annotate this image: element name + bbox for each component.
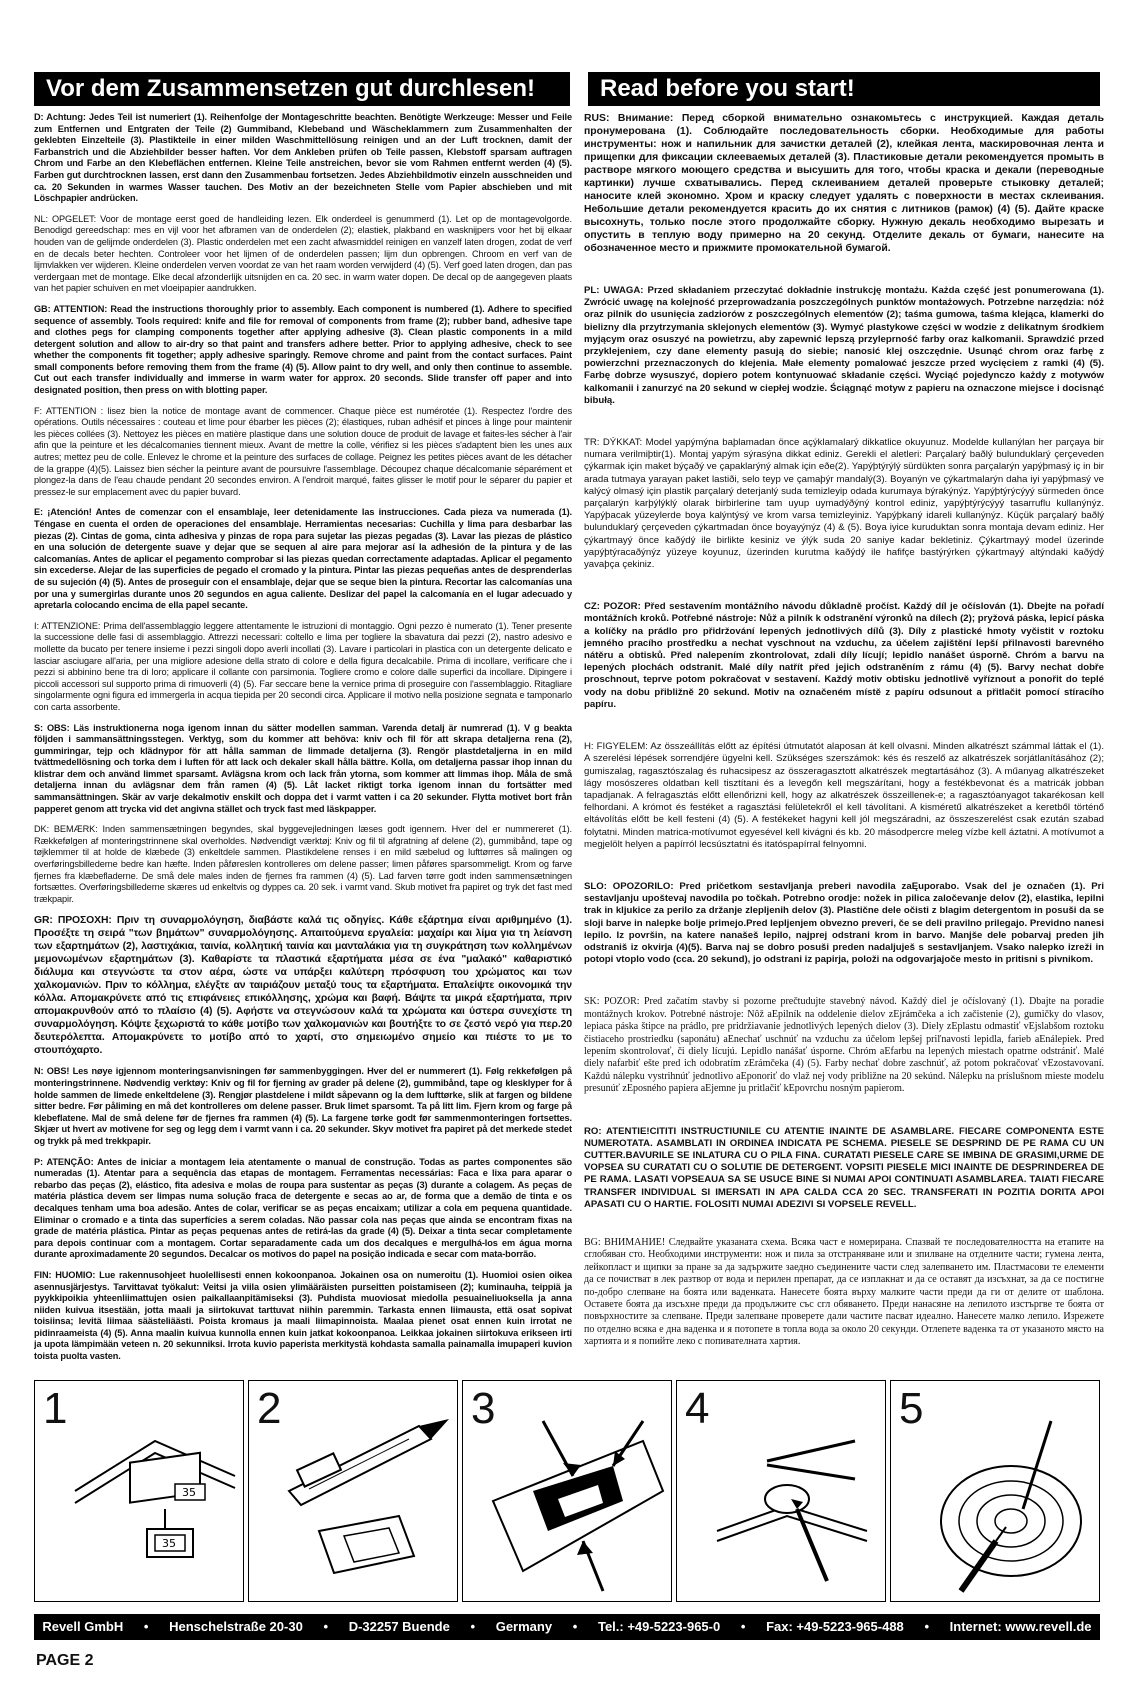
footer-city: D-32257 Buende [348,1619,450,1634]
step-number-2: 2 [257,1384,282,1433]
step-3-clamp-icon [463,1381,672,1602]
step-number-1: 1 [43,1384,68,1433]
footer-internet[interactable]: Internet: www.revell.de [949,1619,1092,1634]
instruction-gr: GR: ΠΡΟΣΟΧΗ: Πριν τη συναρμολόγηση, διαβάστε καλά τις οδηγίες. Κάθε εξάρτημα είναι αριθμημένο (1). Προσέξτε τη σειρά "των βημάτων" συναρμολόγησης. Απαιτούμενα εργαλεία: μαχαίρι και λίμα για τη λείανση των εξαρτημάτων (2), λαστιχάκια, ταινία, κολλητική ταινία και μανταλάκια για τη συγκράτηση των κολλημένων μεμονωμένων εξαρτημάτων (3). Καθαρίστε τα πλαστικά εξαρτήματα μέσα σε ένα "μαλακό" καθαριστικό διάλυμα και στεγνώστε τα στον αέρα, ώστε να υπάρξει καλύτερη πρόσφυση του χρώματος και των χαλκομανιών. Πριν το κόλλημα, ελέγξτε αν ταιριάζουν μεταξύ τους τα εξαρτήματα. Επαλείψτε οικονομικά την κόλλα. Απομακρύνετε από τις επιφάνειες επικόλλησης, χρώμα και βαφή. Βάψτε τα μικρά εξαρτήματα, πριν απομακρυνθούν από το πλαίσιο (4) (5). Αφήστε να στεγνώσουν καλά τα χρώματα και ύστερα συνεχίστε τη συναρμολόγηση. Κόψτε ξεχωριστά το κάθε μοτίβο των χαλκομανιών και βουτήξτε το σε ζεστό νερό για περ.20 δευτερόλεπτα. Απομακρύνετε το μοτίβο από το χαρτί, στο σημειωμένο σημείο και πιέστε το με το στουπόχαρτο. [34,915,572,1057]
step-panel-4 [676,1380,886,1602]
header-right-title: Read before you start! [588,72,1100,106]
footer-country: Germany [495,1619,553,1634]
instruction-bg: BG: ВНИМАНИЕ! Следвайте указаната схема. Всяка част е номерирана. Спазвай те последователността на етапите на сглобяван сто. Необходими инструменти: нож и пила за отстраняване или и зпилване на отделните части; гумена лента, лейкопласт и щипки за пране за да задържите заедно съединените части след залепването им. Пластмасови те елементи да се почистват в лек разтвор от вода и перилен препарат, да се изплакнат и да се оставят да изсъхнат, за да се постигне по-добро слепване на боята или ваденката. Нанесете боята върху малките части преди да ги от делите от шаблона. Оставете боята да изсъхне преди да продължите със сгл обяването. Преди нанасяне на лепилото изстъргве те боята от повърхностите за слепване. Преди залепване проверете дали частите пасват идеално. Нанесете малко лепило. Изрежете по отделно всяка е дна ваденка и я потопете в топла вода за около 20 секунди. Отлепете ваденка та от указаното място на хартията и я попийте леко с попивателната хартия. [584,1237,1104,1348]
footer-fax: Fax: +49-5223-965-488 [766,1619,904,1634]
instruction-sk: SK: POZOR: Pred začatím stavby si pozorne prečtudujte stavebný návod. Každý diel je očíslovaný (1). Dbajte na poradie montážnych krokov. Potrebné nástroje: Nôž aEpilník na oddelenie dielov zEjrámčeka a ich začistenie (2), gumičky do vlasov, lepiaca páska štipce na prádlo, pre pridržiavanie jednotlivých lepených dielov (3). Diely zEplastu odmastiť vEjslabšom roztoku čistiaceho prostriedku (saponátu) aEnechať uschnúť na vzduchu za účelom lepšej priľnavosti lepidla, farieb aEnálepiek. Pred lepením skontrolovať, či diely lícujú. Lepidlo nanášať úsporne. Chróm aEfarbu na lepených miestach opatrne odstrániť. Malé diely nafarbiť ešte pred ich odobratím zErámčeka (4) (5). Farby nechať dobre zaschnúť, až potom pokračovať vEzostavovaní. Každú nálepku vystrihnúť jednotlivo aEponoriť do vlaž nej vody približne na 20 sekúnd. Nálepku na príslušnom mieste modelu presunúť zEposného papiera aEjemne ju pritlačiť kEpovrchu nosným papierom. [584,996,1104,1095]
step-number-3: 3 [471,1384,496,1433]
footer-tel: Tel.: +49-5223-965-0 [597,1619,721,1634]
part-label-b: 35 [182,1486,196,1499]
instruction-dk: DK: BEMÆRK: Inden sammensætningen begyndes, skal byggevejledningen læses godt igennem. Hver del er nummereret (1). Rækkefølgen af monteringstrinnene skal overholdes. Nødvendigt værktøj: Kniv og fil til afgratning af delene (2), gummibånd, tape og tøjklemmer til at holde de klæbede (3) enkeltdele sammen. Plastikdelene renses i en mild sæbelud og lufttørres så malingen og overføringsbillederne bedre kan hæfte. Inden påføreslen kontrolleres om delene passer; limen påføres sparsommeligt. Krom og farve fjernes fra klæbefladerne. De små dele males inden de fjernes fra rammen (4) (5). Lad farven tørre godt inden sammensætningen fortsættes. Overføringsbillederne skæres ud enkeltvis og dyppes ca. 20 sek. i varmt vand. Skub motivet fra papiret og tryk det fast med trækpapir. [34,824,572,904]
footer-separator: • [470,1619,476,1634]
step-panel-2 [248,1380,458,1602]
left-instructions-column [34,112,572,1372]
contact-footer [34,1614,1100,1640]
instruction-it: I: ATTENZIONE: Prima dell'assemblaggio leggere attentamente le istruzioni di montaggio. Ogni pezzo è numerato (1). Tener presente la successione delle fasi di assemblaggio. Attrezzi necessari: coltello e lima per togliere la sbavatura dai pezzi (2), nastro adesivo e mollette da bucato per tenere insieme i pezzi singoli dopo averli incollati (3). Lavare i particolari in plastica con un detergente delicato e lasciar asciugare all'aria, per una migliore adesione della strato di colore e della figura decalcabile. Prima di incollare, verificare che i pezzi si abbinino bene tra di loro; applicare il collante con parsimonia. Togliere cromo e colore dalle superfici da incollare. Dipingere i piccoli accessori sul supporto prima di rimuoverli (4) (5). Far seccare bene la vernice prima di proseguire con l'assemblaggio. Ritagliare singolarmente ogni figura ed immergerla in acqua tiepida per 20 secondi circa. Applicare il motivo nella posizione segnata e tamponarlo con carta assorbente. [34,620,572,712]
step-5-decal-icon [891,1381,1100,1602]
instruction-gb: GB: ATTENTION: Read the instructions thoroughly prior to assembly. Each component is numbered (1). Adhere to specified sequence of assembly. Tools required: knife and file for removal of components from frame (2); rubber band, adhesive tape and clothes pegs for clamping components together after applying adhesive (3). Clean plastic components in a mild detergent solution and allow to air-dry so that paint and transfers adhere better. Prior to applying adhesive, check to see whether the components fit together; apply adhesive sparingly. Remove chrome and paint from the contact surfaces. Paint small components before removing them from the frame (4) (5). Allow paint to dry well, and only then continue to assemble. Cut out each transfer individually and immerse in warm water for approx. 20 seconds. Slide transfer off paper and into designated position, then press on with blotting paper. [34,303,572,396]
footer-separator: • [143,1619,149,1634]
instruction-fr: F: ATTENTION : lisez bien la notice de montage avant de commencer. Chaque pièce est numérotée (1). Respectez l'ordre des opérations. Outils nécessaires : couteau et lime pour ébarber les pièces (2); élastiques, ruban adhésif et pinces à linge pour maintenir les pièces collées (3). Nettoyez les pièces en matière plastique dans une solution douce de produit de lavage et faites-les sécher à l'air afin que la peinture et les décalcomanies tiennent mieux. Avant de mettre la colle, vérifiez si les pièces s'adaptent bien les unes aux autres; mettez peu de colle. Enlevez le chrome et la peinture des surfaces de collage. Peignez les petites pièces avant de les détacher de la grappe (4)(5). Laissez bien sécher la peinture avant de poursuivre l'assemblage. Découpez chaque décalcomanie séparément et plongez-la dans de l'eau chaude pendant 20 secondes environ. A l'endroit marqué, faites glisser le motif pour le séparer du papier et pressez-le sur emplacement avec du papier buvard. [34,405,572,497]
instruction-cz: CZ: POZOR: Před sestavením montážního návodu důkladně pročíst. Každý díl je očíslován (1). Dbejte na pořadí montážních kroků. Potřebné nástroje: Nůž a pilník k odstranění výronků na dílech (2); pryžová páska, lepicí páska a kolíčky na prádlo pro přidržování lepených jednotlivých dílů (3). Díly z plastické hmoty vyčistit v roztoku jemného pracího prostředku a nechat vyschnout na vzduchu, za účelem zajištění lepší přilnavosti barevného nátěru a obtisků. Před nalepením zkontrolovat, zdali díly lícují; lepidlo nanášet úsporně. Chróm a barvu na lepených plochách odstranit. Malé díly natřít před jejich odstraněním z rámu (4) (5). Barvy nechat dobře proschnout, teprve potom pokračovat v sestavení. Každý motiv obtisku jednotlivě vyříznout a ponořit do teplé vody na dobu přibližně 20 sekund. Motiv na označeném místě z papíru odsunout a přitlačit pomocí stíracího papíru. [584,601,1104,710]
footer-address: Henschelstraße 20-30 [169,1619,303,1634]
instruction-es: E: ¡Atención! Antes de comenzar con el ensamblaje, leer detenidamente las instrucciones. Cada pieza va numerada (1). Téngase en cuenta el orden de operaciones del ensamblaje. Herramientas necesarias: Cuchilla y lima para desbarbar las piezas (2). Cintas de goma, cinta adhesiva y pinzas de ropa para sujetar las piezas pegadas (3). Lavar las piezas de plástico en una solución de detergente suave y dejar que se sequen al aire para mejorar así la adhesión de la pintura y de las calcomanías. Antes de aplicar el pegamento comprobar si las piezas quedan correctamente adaptadas. Aplicar el pegamento sin excederse. Alejar de las superficies de pegado el cromado y la pintura. Pintar las piezas pequeñas antes de desprenderlas de su sujeción (4) (5). Antes de proseguir con el ensamblaje, dejar que se seque bien la pintura. Recortar las calcomanías una por una y sumergirlas durante unos 20 segundos en agua caliente. Deslizar del papel la calcomanía en el lugar adecuado y apretarla colocando encima de ella papel secante. [34,507,572,611]
instruction-no: N: OBS! Les nøye igjennom monteringsanvisningen før sammenbyggingen. Hver del er nummerert (1). Følg rekkefølgen på monteringstrinnene. Nødvendig verktøy: Kniv og fil for fjerning av grader på delene (2), gummibånd, tape og klesklyper for å holde sammen de limede enkeltdelene (3). Rengjør plastdelene i mildt såpevann og la dem lufttørke, slik at fargen og bildene sitter bedre. Før påliming en må det kontrolleres om delene passer. Bruk limet sparsomt. Ta på litt lim. Fjern krom og farge på klebeflatene. Mal de små delene før de fjernes fra rammen (4) (5). La fargene tørke godt før sammenmonteringen fortsettes. Skjær ut hvert av motivene for seg og legg dem i varmt vann i ca. 20 sekunder. Skyv motivet fra papiret på det merkede stedet og trykk på med trekkpapir. [34,1066,572,1146]
instruction-ro: RO: ATENTIE!CITITI INSTRUCTIUNILE CU ATENTIE INAINTE DE ASAMBLARE. FIECARE COMPONENTA ESTE NUMEROTATA. ASAMBLATI IN ORDINEA INDICATA PE SCHEMA. PIESELE SE DESPRIND DE PE RAMA CU UN CUTTER.BAVURILE SE INLATURA CU O PILA FINA. CURATATI PIESELE CARE SE IMBINA DE GRASIMI,URME DE VOPSEA SU CURATATI CU O SOLUTIE DE DETERGENT. VOPSITI PIESELE MICI INAINTE DE DESPRINDEREA DE PE RAMA. LASATI VOPSEAUA SA SE USUCE BINE SI NUMAI APOI CONTINUATI ASAMBLAREA. TAIATI FIECARE TRANSFER INDIVIDUAL SI IMERSATI IN APA CALDA CCA 20 SEC. TRANSFERATI IN POZITIA DORITA APOI APASATI CU O HARTIE. FOLOSITI NUMAI ADEZIVI SI VOPSELE REVELL. [584,1125,1104,1210]
header-left-title: Vor dem Zusammensetzen gut durchlesen! [34,72,570,106]
instruction-ru: RUS: Внимание: Перед сборкой внимательно ознакомьтесь с инструкцией. Каждая деталь пронумерована (1). Соблюдайте последовательность сборки. Необходимые для работы инструменты: нож и напильник для зачистки деталей (2), клейкая лента, маскировочная лента и прищепки для фиксации склееваемых деталей (3). Пластиковые детали рекомендуется промыть в растворе мягкого моющего средства и высушить для того, чтобы краска и декали (переводные картинки) лучше схватывались. Перед склеиванием деталей проверьте стыковку деталей; наносите клей экономно. Хром и краску следует удалять с поверхности в местах склеивания. Небольшие детали рекомендуется красить до их снятия с литников (рамок) (4) (5). Дайте краске высохнуть, только после этого продолжайте сборку. Нужную декаль необходимо вырезать и опустить в теплую воду примерно на 20 секунд. Отделите декаль от бумаги, нанесите на обозначенное место и прижмите промокательной бумагой. [584,113,1104,254]
step-number-4: 4 [685,1384,710,1433]
instruction-fi: FIN: HUOMIO: Lue rakennusohjeet huolellisesti ennen kokoonpanoa. Jokainen osa on numeroitu (1). Huomioi osien oikea asennusjärjestys. Tarvittavat työkalut: Veitsi ja viila osien ylimääräisten purseitten poistamiseen (2); kuminauha, teippiä ja pyykkipoikia yhteenliimattujen osien paikallaanpitämiseksi (3). Puhdista muoviosat miedolla pesuaineliuoksella ja anna niiden kuivua itsestään, jotta maali ja siirtokuvat tarttuvat niihin paremmin. Tarkasta ennen liimausta, että osat sopivat toisiinsa; levitä liimaa säästeliäästi. Poista kromaus ja maali liimapinnoista. Maalaa pienet osat ennen kuin irrotat ne pidinraameista (4) (5). Anna maalin kuivua kunnolla ennen kuin jatkat kokoonpanoa. Leikkaa jokainen siirtokuva erikseen irti ja upota lämpimään veteen n. 20 sekunniksi. Irrota kuvio paperista merkitystä kohdasta samalla painamalla imupaperi kuvion toista puolta vasten. [34,1269,572,1362]
step-panel-1 [34,1380,244,1602]
assembly-steps-illustration [34,1380,1100,1602]
step-panel-5 [890,1380,1100,1602]
right-instructions-column [584,112,1104,1358]
instruction-slo: SLO: OPOZORILO: Pred pričetkom sestavljanja preberi navodila zaĘuporabo. Vsak del je označen (1). Pri sestavljanju upoštevaj navodila po točkah. Potrebno orodje: nožek in pilica zaločevanje delov (2), elastika, lepilni trak in kljukice za perilo za držanje zlepljenih delov (3). Plastične dele očisti z blagim detergentom in posuši da se sloji barve in nalepke bolje primejo.Pred lepljenjem obvezno preveri, če se deli pravilno prilegajo. Previdno nanesi lepilo. Iz površin, na katere nanašeš lepilo, najprej odstrani krom in barvo. Manjše dele pobarvaj preden jih odstraniš iz okvirja (4)(5). Barva naj se dobro posuši preden nadaljuješ s sestavljanjem. Vsako nalepko izreži in potopi vtoplo vodo (cca. 20 sekund), jo odstrani iz papirja, položi na odgovarjajoče mesto in pritisni s pivnikom. [584,880,1104,966]
step-number-5: 5 [899,1384,924,1433]
step-4-paint-icon [677,1381,886,1602]
step-2-knife-file-icon [249,1381,458,1602]
instruction-de: D: Achtung: Jedes Teil ist numeriert (1). Reihenfolge der Montageschritte beachten. Benötigte Werkzeuge: Messer und Feile zum Entfernen und Entgraten der Teile (2) Gummiband, Klebeband und Wäscheklammern zum Zusammenhalten der geklebten Einzelteile (3). Plastikteile in einer milden Waschmittellösung reinigen und an der Luft trocknen, damit der Farbanstrich und die Abziehbilder besser haften. Vor dem Ankleben prüfen ob Teile passen, Klebstoff sparsam auftragen Chrom und Farbe an den Klebeflächen entfernen. Kleine Teile anstreichen, bevor sie vom Rahmen entfernt werden (4) (5). Farben gut durchtrocknen lassen, erst dann den Zusammenbau fortsetzen. Jedes Abziehbildmotiv einzeln ausschneiden und ca. 20 Sekunden in warmes Wasser tauchen. Des Motiv an der bezeichneten Stelle vom Papier abschieben und mit Löschpapier andrücken. [34,112,572,204]
footer-company: Revell GmbH [42,1619,124,1634]
instruction-tr: TR: DÝKKAT: Model yapýmýna baþlamadan önce açýklamalarý dikkatlice okuyunuz. Modelde kullanýlan her parçaya bir numara verilmiþtir(1). Montaj yapým sýrasýna dikkat ediniz. Gerekli el aletleri: Parçalarý baðlý bulunduklarý çerçeveden çýkarmak için maket býçaðý ve çapaklarýný almak için eðe(2). Yapýþtýrýlý sürdükten sonra parçalarýn yapýþmasý iç in bir arada tutmaya yarayan paket lastiði, selo teyp ve çamaþýr mandalý(3). Boyanýn ve çýkartmalarýn daha iyi yapýþmasý ve kalýcý olmasý için plastik parçalarý deterjanlý suda temizleyip odada kurumaya býrakýnýz. Yapýþtýrýcýyý sürmeden önce parçalarýn karþýlýklý olarak birbirlerine tam uyup uymadýðýný kontrol ediniz, yapýþtýrýcýyý tasarruflu kullanýnýz. Yapýþacak yüzeylerde boya kalýntýsý ve krom varsa temizleyiniz. Yapýþkaný idareli kullanýnýz. Küçük parçalarý baðlý bulunduklarý çerçeveden çýkartmadan önce boyayýnýz (4) & (5). Boya iyice kuruduktan sonra montaja devam ediniz. Her çýkartmayý önce kaðýdý ile birlikte kesiniz ve ýlýk suda 20 saniye kadar bekletiniz. Çýkartmayý model üzerinde yapýþtýracaðýnýz yüzeye koyunuz, üzerinden kurutma kaðýdý ile hafifçe bastýrýrken çýkartmayý altýndaki kaðýdý yavaþça çekiniz. [584,437,1104,571]
instruction-pl: PL: UWAGA: Przed składaniem przeczytać dokładnie instrukcję montażu. Każda część jest ponumerowana (1). Zwrócić uwagę na kolejność przeprowadzania poszczególnych punktów montażowych. Potrzebne narzędzia: nóż oraz pilnik do usunięcia zadziorów z poszczególnych elementów (2); taśma gumowa, taśma klejąca, klamerki do bielizny dla przytrzymania sklejonych elementów (3). Wymyć plastykowe części w wodzie z delikatnym środkiem myjącym oraz osuszyć na powietrzu, aby zapewnić lepszą przyleprność farby oraz kalkomanii. Sprawdzić przed przyklejeniem, czy dane elementy pasują do siebie; nanosić klej oszczędnie. Usunąć chrom oraz farbę z powierzchni przeznaczonych do klejenia. Małe elementy pomalować jeszcze przed wycięciem z ramki (4) (5). Farbę dobrze wysuszyć, dopiero potem kontynuować składanie części. Wyciąć pojedynczo każdy z motywów kalkomanii i zanurzyć na 20 sekund w ciepłej wodzie. Ściągnąć motyw z papieru na oznaczone miejsce i docisnąć bibułą. [584,285,1104,406]
footer-separator: • [924,1619,929,1634]
instruction-pt: P: ATENÇÃO: Antes de iniciar a montagem leia atentamente o manual de construção. Todas as partes componentes são numeradas (1). Atentar para a sequência das etapas de montagem. Ferramentas necessárias: Faca e lixa para aparar o rebarbo das peças (2), elástico, fita adesiva e molas de roupa para sustentar as peças (3) durante a colagem. As peças de matéria plástica devem ser limpas numa solução fraca de detergente e secas ao ar, de forma que a demão de tinta e os decalques tenham uma boa adesão. Antes de colar, verificar se as peças encaixam; utilizar a cola em pequena quantidade. Eliminar o cromado e a tinta das superfícies a serem coladas. Não passar cola nas peças que ainda se encontram fixas na grade de matéria plástica. Pintar as peças pequenas antes de retirá-las da grade (4) (5). Deixar a tinta secar completamente para depois continuar com a montagem. Cortar separadamente cada um dos decalques e mergulhá-los em água morna durante aproximadamente 20 segundos. Decalcar os motivos do papel na posição indicada e secar com mata-borrão. [34,1156,572,1260]
page-number: PAGE 2 [36,1652,94,1669]
footer-separator: • [740,1619,746,1634]
instruction-nl: NL: OPGELET: Voor de montage eerst goed de handleiding lezen. Elk onderdeel is genummerd (1). Let op de montagevolgorde. Benodigd gereedschap: mes en vijl voor het afbramen van de onderdelen (2); elastiek, plakband en wasknijpers voor het bij elkaar houden van de gelijmde onderdelen (3). Plastic onderdelen met een zacht afwasmiddel reinigen en vanzelf laten drogen, zodat de verf en de decals beter hechten. Controleer voor het lijmen of de onderdelen passen; lijm dun opbrengen. Chroom en verf van de lijmvlakken ver wijderen. Kleine onderdelen verven voordat ze van het raam worden verwijderd (4) (5). Verf goed laten drogen, dan pas verdergaan met de montage. Elke decal afzonderlijk uitsnijden en ca. 20 sec. in warm water dopen. De decal op de aangegeven plaats van het papier schuiven en met vloeipapier aandrukken. [34,213,572,294]
footer-separator: • [323,1619,329,1634]
step-panel-3 [462,1380,672,1602]
step-1-sprue-icon [35,1381,244,1602]
part-label-a: 35 [162,1537,176,1550]
instruction-se: S: OBS: Läs instruktionerna noga igenom innan du sätter modellen samman. Varenda detalj är numrerad (1). V g beakta följden i sammansättningsstegen. Verktyg, som du kommer att behöva: kniv och fil för att skrapa detaljerna rena (2), gummiringar, tejp och klädnypor för att hålla samman de limmade detaljerna (3). Rengör plastdetaljerna in en mild tvättmedellösning och torka dem i luften för att lack och dekaler skall hålla bättre. Kolla, om detaljerna passar ihop innan du klistrar dem och använd limmet sparsamt. Avlägsna krom och lack från ytorna, som kommer att limmas ihop. Måla de små detaljerna innan du avlägsnar dem från ramen (4) (5). Låt lacket riktigt torka igenom innan du fortsätter med sammansättningen. Skär av varje dekalmotiv enskilt och doppa det i varmt vatten i ca 20 sekunder. Flytta motivet bort från papperet genom att trycka vid det angivna stället och tryck fast med läskpapper. [34,722,572,814]
instruction-hu: H: FIGYELEM: Az összeállítás előtt az építési útmutatót alaposan át kell olvasni. Minden alkatrészt számmal láttak el (1). A szerelési lépések sorrendjére ügyelni kell. Szükséges szerszámok: kés és reszelő az alkatrészek sorjátlanításához (2); gumiszalag, ragasztószalag és ruhacsipesz az összeragasztott alkatrészek megtartásához (3). A műanyag alkatrészeket lágy mosószeres oldatban kell tisztítani és a levegőn kell megszárítani, hogy a festékbevonat és a matricák jobban tapadjanak. A felragasztás előtt ellenőrizni kell, hogy az alkatrészek összeillenek-e; a ragasztóanyagot takarékosan kell felhordani. A krómot és festéket a ragasztási felületekről el kell távolítani. A kisméretű alkatrészeket a keretből történő eltávolítás előtt be kell festeni (4) (5). A festékeket hagyni kell jól megszáradni, az összeszerelést csak ezután szabad folytatni. Minden matrica-motívumot egyesével kell kivágni és kb. 20 másodpercre meleg vízbe kell áztatni. A motívumot a megjelölt helyen a papírról lecsúsztatni és itatóspapírral felnyomni. [584,741,1104,850]
footer-separator: • [572,1619,578,1634]
